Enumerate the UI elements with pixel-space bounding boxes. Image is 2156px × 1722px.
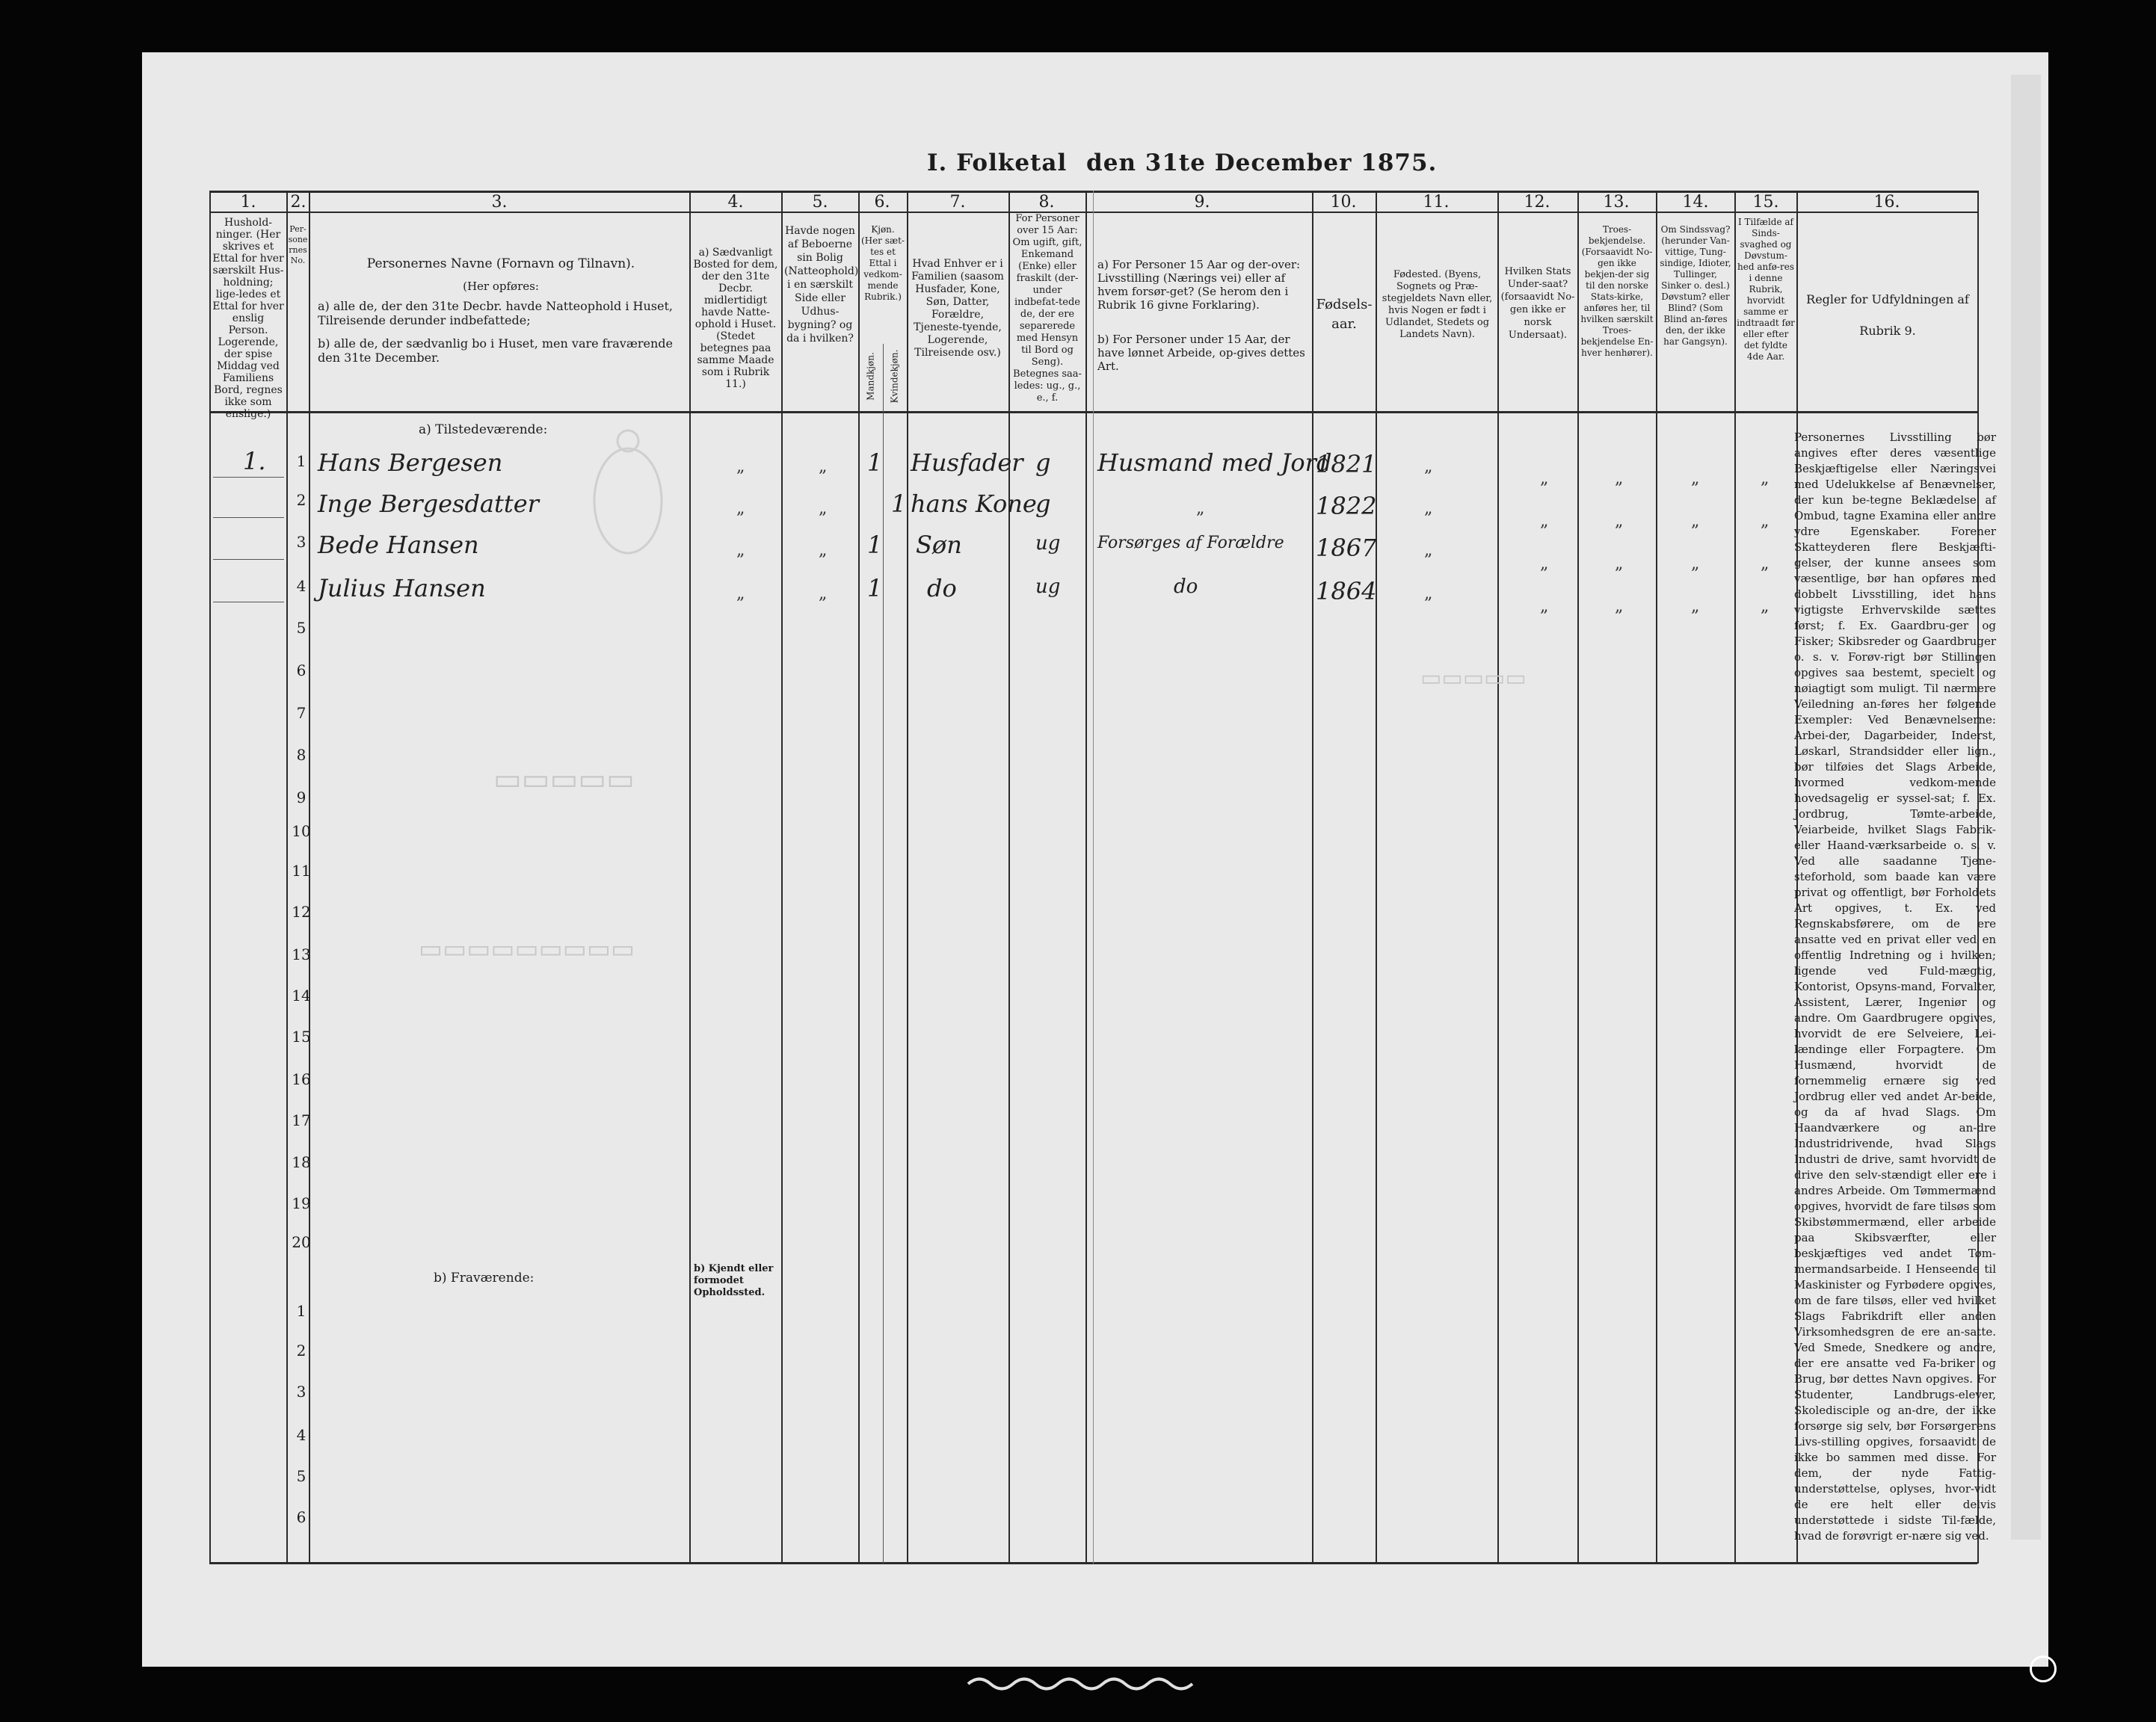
entry-male: 1 (867, 574, 883, 602)
col-number-1: 1. (240, 193, 256, 212)
entry-role: Husfader (911, 448, 1023, 477)
row-number-9: 9 (296, 789, 307, 806)
entry-birthplace: „ (1424, 541, 1433, 560)
bottom-scribble-icon (964, 1670, 1204, 1693)
title-date: den 31te December 1875. (1086, 149, 1438, 176)
header-households: Hushold-ninger. (Her skrives et Ettal for hver særskilt Hus-holdning; lige-ledes et Ettal for hver enslig Person. Logerende, der spise Middag ved Familiens Bord, regnes ikke som enslige.) (212, 217, 284, 420)
entry-civil: ug (1035, 575, 1061, 598)
bleed-through: ▭▭▭▭▭▭▭▭▭ (419, 934, 635, 964)
ditto-marks: „ „ „ „ (1615, 469, 1624, 616)
row-number-19: 19 (292, 1194, 311, 1212)
header-names-title: Personernes Navne (Fornavn og Tilnavn). (366, 256, 635, 271)
entry-name: Bede Hansen (318, 531, 479, 559)
row-number-15: 15 (292, 1028, 311, 1046)
entry-civil: ug (1035, 532, 1061, 555)
col-number-12: 12. (1524, 193, 1550, 212)
entry-birthplace: „ (1424, 499, 1433, 518)
rules-text: Personernes Livsstilling bør angives efter deres væsentlige Beskjæftigelse eller Næringsvei med Udelukkelse af Benævnelser, der kun be-tegne Beklædelse af Ombud, tagne Examina eller andre ydre Egenskaber. Forener Skatteyderen flere Beskjæfti-gelser, der kunne ansees som væsentlige, bør han opføres med dobbelt Livsstilling, idet hans vigtigste Erhvervskilde sættes først; f. Ex. Gaardbru-ger og Fisker; Skibsreder og Gaardbruger o. s. v. Forøv-rigt bør Stillingen opgives saa bestemt, specielt og nøiagtigt som muligt. Til nærmere Veiledning an-føres her følgende Exempler: Ved Benævnelserne: Arbei-der, Dagarbeider, Inderst, Løskarl, Strandsidder eller lign., bør tilføies det Slags Arbeide, hvormed vedkom-mende hovedsagelig er syssel-sat; f. Ex. Jordbrug, Tømte-arbeide, Veiarbeide, hvilket Slags Fabrik- eller Haand-værksarbeide o. s. v. Ved alle saadanne Tjene-steforhold, som baade kan være privat og offentligt, bør Forholdets Art opgives, t. Ex. ved Regnskabsførere, om de ere ansatte ved en privat eller ved en offentlig Indretning og i hvilken; ligende ved Fuld-mægtig, Kontorist, Opsyns-mand, Forvalter, Assistent, Lærer, Ingeniør og andre. Om Gaardbrugere opgives, hvorvidt de ere Selveiere, Lei-lændinge eller Forpagtere. Om Husmænd, hvorvidt de fornemmelig ernære sig ved Jordbrug eller ved andet Ar-beide, og da af hvad Slags. Om Haandværkere og an-dre Industridrivende, hvad Slags Industri de drive, samt hvorvidt de drive den selv-stændigt eller ere i andres Arbeide. Om Tømmermænd opgives, hvorvidt de fare tilsøs som Skibstømmermænd, eller arbeide paa Skibsværfter, eller beskjæftiges ved andet Tøm-mermandsarbeide. I Henseende til Maskinister og Fyrbødere opgives, om de fare tilsøs, eller ved hvilket Slags Fabrikdrift eller anden Virksomhedsgren de ere an-satte. Ved Smede, Snedkere og andre, der ere ansatte ved Fa-briker og Brug, bør dettes Navn opgives. For Studenter, Landbrugs-elever, Skoledisciple og an-dre, der ikke forsørge sig selv, bør Forsørgerens Livs-stilling opgives, forsaavidt de ikke bo sammen med disse. For dem, der nyde Fattig-understøttelse, oplyses, hvor-vidt de ere helt eller delvis understøttede i sidste Til-fælde, hvad de forøvrigt er-nære sig ved. (1794, 430, 1996, 1543)
entry-year: 1864 (1316, 577, 1377, 605)
col-number-2: 2. (290, 193, 307, 212)
header-names-b: b) alle de, der sædvanlig bo i Huset, men vare fraværende den 31te December. (318, 336, 673, 365)
bleed-through: ▭▭▭▭▭ (493, 762, 635, 797)
page-shadow (2011, 75, 2041, 1540)
header-birthplace: Fødested. (Byens, Sognets og Præ-stegjeldets Navn eller, hvis Nogen er født i Udlandet, Stedets og Landets Navn). (1382, 269, 1493, 340)
row-number-14: 14 (292, 987, 311, 1004)
entry-occupation: Forsørges af Forældre (1097, 534, 1284, 552)
header-family-role: Hvad Enhver er i Familien (saasom Husfader, Kone, Søn, Datter, Forældre, Tjeneste-tyende, Logerende, Tilreisende osv.) (911, 258, 1004, 359)
entry-male: 1 (867, 531, 883, 559)
entry-residence: „ (736, 457, 745, 476)
row-number-16: 16 (292, 1070, 311, 1088)
row-number-7: 7 (296, 704, 307, 722)
ditto-marks: „ „ „ „ (1761, 469, 1770, 616)
entry-name: Julius Hansen (318, 574, 486, 602)
row-number-12: 12 (292, 903, 311, 921)
entry-birthplace: „ (1424, 457, 1433, 476)
entry-building: „ (819, 541, 828, 560)
absent-row-number-2: 2 (296, 1342, 307, 1360)
entry-civil: g (1035, 490, 1051, 518)
entry-building: „ (819, 457, 828, 476)
row-number-1: 1 (296, 452, 307, 470)
col-number-3: 3. (491, 193, 508, 212)
header-disability: Om Sindssvag? (herunder Van-vittige, Tung-sindige, Idioter, Tullinger, Sinker o. desl.) Døvstum? eller Blind? (Som Blind an-føres den, der ikke har Gangsyn). (1660, 224, 1731, 347)
entry-role: Søn (916, 531, 962, 559)
ditto-marks: „ „ „ „ (1691, 469, 1700, 616)
entry-building: „ (819, 584, 828, 603)
row-number-13: 13 (292, 945, 311, 963)
col-number-9: 9. (1194, 193, 1210, 212)
absent-row-number-4: 4 (296, 1426, 307, 1444)
absent-row-number-6: 6 (296, 1508, 307, 1526)
reg-mark-icon (2030, 1655, 2057, 1682)
row-number-6: 6 (296, 661, 307, 679)
header-rules: Regler for Udfyldningen af Rubrik 9. (1806, 292, 1969, 338)
header-religion: Troes-bekjendelse. (Forsaavidt No-gen ikke bekjen-der sig til den norske Stats-kirke, anføres her, til hvilken særskilt Troes-bekjendelse En-hver henhører). (1580, 224, 1654, 358)
entry-residence: „ (736, 541, 745, 560)
row-number-8: 8 (296, 746, 307, 764)
entry-year: 1867 (1316, 534, 1377, 562)
ditto-marks: „ „ „ „ (1540, 469, 1549, 616)
col-number-16: 16. (1873, 193, 1900, 212)
watermark-seal-icon (587, 426, 669, 568)
entry-residence: „ (736, 584, 745, 603)
row-number-11: 11 (292, 862, 311, 880)
header-birth-year: Fødsels-aar. (1316, 297, 1373, 332)
absent-row-number-1: 1 (296, 1302, 307, 1320)
entry-building: „ (819, 499, 828, 518)
entry-occupation: „ (1196, 499, 1205, 518)
header-separate-building: Havde nogen af Beboerne sin Bolig (Natteophold) i en særskilt Side eller Udhus-bygning? og da i hvilken? (784, 225, 859, 345)
entry-residence: „ (736, 499, 745, 518)
header-sex-male: Mandkjøn. (865, 352, 876, 401)
entry-birthplace: „ (1424, 584, 1433, 603)
absent-row-number-3: 3 (296, 1383, 307, 1401)
title-part: I. Folketal (927, 149, 1068, 176)
header-occupation-b: b) For Personer under 15 Aar, der have lønnet Arbeide, op-gives dettes Art. (1097, 333, 1305, 373)
header-disability-onset: I Tilfælde af Sinds-svaghed og Døvstum-hed anfø-res i denne Rubrik, hvorvidt samme er indtraadt før eller efter det fyldte 4de Aar. (1737, 217, 1795, 362)
header-citizenship: Hvilken Stats Under-saat? (forsaavidt No-gen ikke er norsk Undersaat). (1500, 266, 1575, 341)
absent-row-number-5: 5 (296, 1467, 307, 1485)
header-occupation-a: a) For Personer 15 Aar og der-over: Livsstilling (Nærings vei) eller af hvem forsør-get? (Se herom den i Rubrik 16 givne Forklaring). (1097, 258, 1301, 312)
entry-civil: g (1035, 448, 1051, 477)
col-number-5: 5. (812, 193, 828, 212)
col-number-10: 10. (1330, 193, 1357, 212)
col-number-11: 11. (1423, 193, 1450, 212)
row-number-20: 20 (292, 1233, 311, 1251)
entry-male: 1 (867, 448, 883, 477)
header-sex-female: Kvindekjøn. (889, 349, 900, 404)
entry-name: Inge Bergesdatter (318, 490, 539, 518)
entry-occupation: do (1174, 575, 1198, 598)
col-number-13: 13. (1603, 193, 1630, 212)
header-sex: Kjøn. (Her sæt-tes et Ettal i vedkom-mende Rubrik.) (860, 224, 905, 302)
row-number-3: 3 (296, 533, 307, 551)
entry-household: 1. (243, 447, 266, 475)
entry-year: 1822 (1316, 492, 1377, 520)
col-number-6: 6. (874, 193, 890, 212)
row-number-18: 18 (292, 1153, 311, 1171)
section-present: a) Tilstedeværende: (419, 422, 548, 437)
section-absent-location: b) Kjendt eller formodet Opholdssted. (694, 1263, 774, 1298)
header-names-sub: (Her opføres: (463, 280, 539, 293)
col-number-14: 14. (1682, 193, 1709, 212)
row-number-17: 17 (292, 1111, 311, 1129)
header-marital: For Personer over 15 Aar: Om ugift, gift, Enkemand (Enke) eller fraskilt (der-under indbefat-tede de, der ere separerede med Hensyn til Bord og Seng). Betegnes saa-ledes: ug., g., e., f. (1012, 213, 1082, 404)
row-number-5: 5 (296, 619, 307, 637)
col-number-15: 15. (1752, 193, 1779, 212)
entry-name: Hans Bergesen (318, 448, 503, 477)
entry-role: hans Kone (911, 490, 1037, 518)
row-number-10: 10 (292, 822, 311, 840)
entry-female: 1 (891, 490, 907, 518)
col-number-4: 4. (727, 193, 744, 212)
section-absent: b) Fraværende: (434, 1271, 535, 1286)
header-usual-residence: a) Sædvanligt Bosted for dem, der den 31te Decbr. midlertidigt havde Natte-ophold i Huset. (Stedet betegnes paa samme Maade som i Rubrik 11.) (693, 247, 778, 390)
header-person-no: Per-sonernes No. (288, 224, 308, 265)
page-title (927, 149, 1437, 176)
entry-occupation: Husmand med Jord (1097, 448, 1332, 477)
entry-year: 1821 (1316, 450, 1377, 478)
col-number-7: 7. (949, 193, 966, 212)
row-number-4: 4 (296, 577, 307, 595)
bleed-through: ▭▭▭▭▭ (1420, 665, 1527, 691)
header-names-a: a) alle de, der den 31te Decbr. havde Natteophold i Huset, Tilreisende derunder indbefattede; (318, 299, 673, 327)
col-number-8: 8. (1038, 193, 1055, 212)
entry-role: do (927, 574, 957, 602)
row-number-2: 2 (296, 491, 307, 509)
